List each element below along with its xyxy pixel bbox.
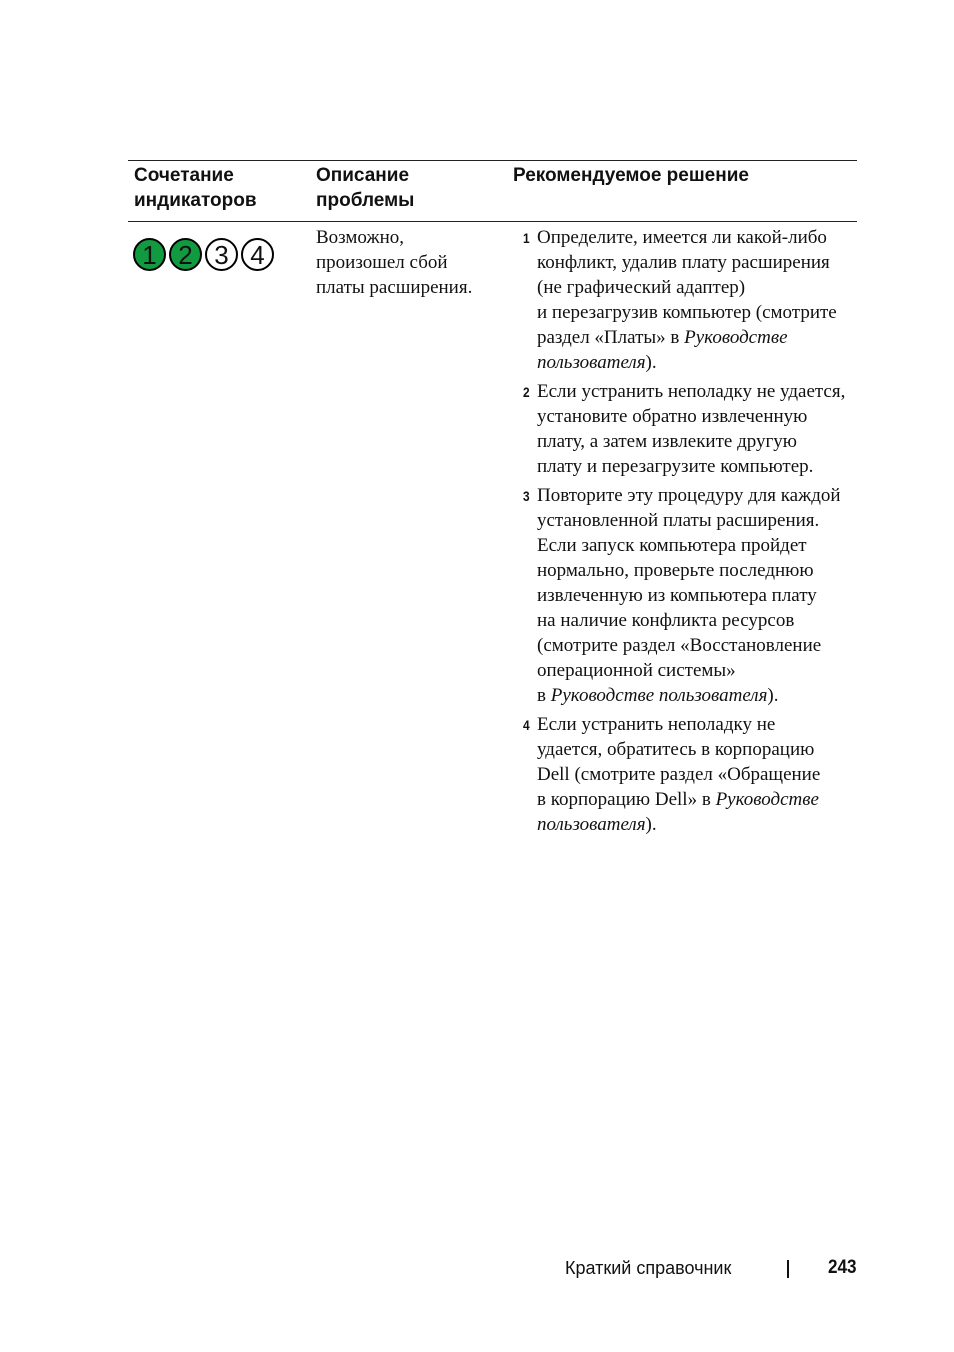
diagnostic-light-3-icon: 3 [205,238,238,271]
solution-step [521,379,856,479]
diagnostic-light-1-icon: 1 [133,238,166,271]
step-tail: ). [645,814,657,835]
solution-step [521,225,856,375]
step-number: 1 [523,230,530,246]
step-reference: Руководстве пользователя [537,327,788,373]
solution-step [521,483,856,708]
footer-separator [787,1260,789,1278]
header-recommended-solution: Рекомендуемое решение [513,165,749,186]
header-problem-description: Описание проблемы [316,165,415,211]
solution-steps [521,225,856,841]
step-text: Определите, имеется ли какой-либо конфликт, удалив плату расширения (не графический адаптер) и перезагрузив компьютер (смотрите раздел «Платы» в [537,227,837,348]
step-tail: ). [645,352,657,373]
step-reference: Руководстве пользователя [550,685,768,706]
step-text: Если устранить неполадку не удается, установите обратно извлеченную плату, а затем извлеките другую плату и перезагрузите компьютер. [537,381,846,477]
step-number: 2 [523,384,530,400]
header-indicator-combination: Сочетание индикаторов [134,165,257,211]
diagnostic-light-2-icon: 2 [169,238,202,271]
step-tail: ). [767,685,779,706]
problem-description: Возможно, произошел сбой платы расширения. [316,227,473,298]
diagnostic-light-4-icon: 4 [241,238,274,271]
diagnostic-lights [133,238,274,271]
solution-step [521,712,856,837]
step-text: Если устранить неполадку не удается, обратитесь в корпорацию Dell (смотрите раздел «Обращение в корпорацию Dell» в [537,714,821,810]
page-number: 243 [828,1257,857,1278]
step-number: 4 [523,717,530,733]
footer-section-title: Краткий справочник [565,1258,732,1278]
table-header-rule [128,221,857,222]
step-text: Повторите эту процедуру для каждой установленной платы расширения. Если запуск компьютера пройдет нормально, проверьте последнюю извлеченную из компьютера плату на наличие конфликта ресурсов (смотрите раздел «Восстановление операционной системы» в [537,485,841,706]
table-top-rule [128,160,857,161]
step-number: 3 [523,488,530,504]
step-reference: Руководстве пользователя [537,789,819,835]
